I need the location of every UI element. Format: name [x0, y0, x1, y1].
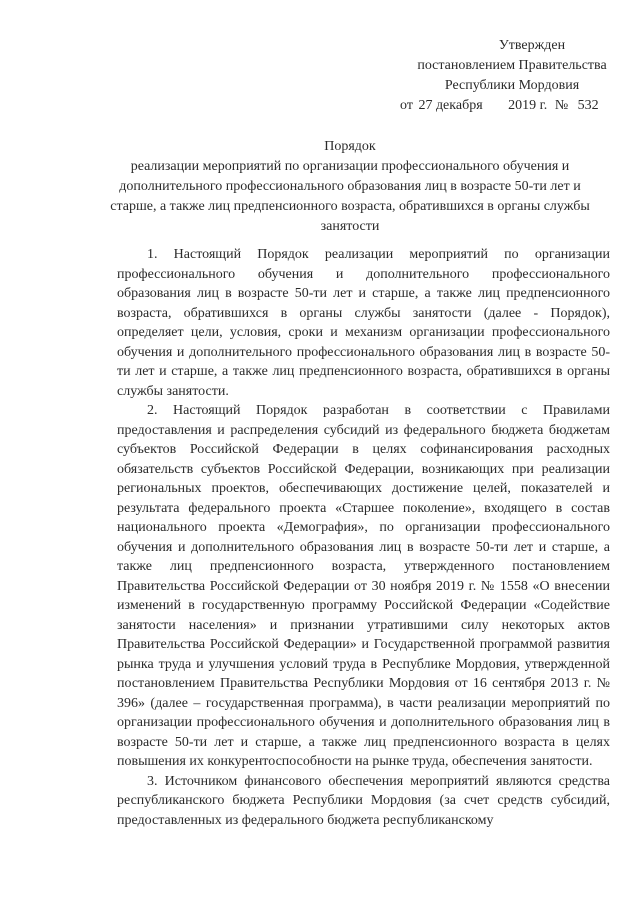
- approval-title: Утвержден: [498, 38, 566, 53]
- approval-date: 27 декабря: [418, 98, 483, 113]
- approval-date-line: [392, 96, 632, 116]
- approval-year: 2019 г.: [508, 98, 548, 113]
- document-heading: Порядок: [324, 139, 376, 154]
- approval-date-prefix: от: [400, 98, 413, 113]
- approval-stamp: [392, 36, 632, 116]
- document-title: [100, 137, 600, 237]
- approval-number-sign: №: [554, 98, 569, 113]
- paragraph-2: 2. Настоящий Порядок разработан в соответствии с Правилами предоставления и распределения субсидий из федерального бюджета бюджетам субъектов Российской Федерации в целях софинансирования расходных обязательств субъектов Российской Федерации, возникающих при реализации региональных проектов, обеспечивающих достижение целей, показателей и результата федерального проекта «Старшее поколение», входящего в состав национального проекта «Демография», по организации профессионального обучения и дополнительного образования лиц в возрасте 50-ти лет и старше, а также лиц предпенсионного возраста, утвержденного постановлением Правительства Российской Федерации от 30 ноября 2019 г. № 1558 «О внесении изменений в государственную программу Российской Федерации «Содействие занятости населения» и признании утратившими силу некоторых актов Правительства Российской Федерации» и Государственной программой развития рынка труда и улучшения условий труда в Республике Мордовия, утвержденной постановлением Правительства Республики Мордовия от 16 сентября 2013 г. № 396» (далее – государственная программа), в части реализации мероприятий по организации профессионального обучения и дополнительного образования лиц в возрасте 50-ти лет и старше, а также лиц предпенсионного возраста в целях повышения их конкурентоспособности на рынке труда, обеспечения занятости.: [117, 403, 610, 769]
- paragraph-1: 1. Настоящий Порядок реализации мероприятий по организации профессионального обучения и дополнительного профессионального образования лиц в возрасте 50-ти лет и старше, а также лиц предпенсионного возраста, обратившихся в органы службы занятости (далее - Порядок), определяет цели, условия, сроки и механизм организации профессионального обучения и дополнительного профессионального образования лиц в возрасте 50-ти лет и старше, а также лиц предпенсионного возраста, обратившихся в органы службы занятости.: [117, 247, 610, 399]
- approval-issuer: постановлением Правительства: [417, 58, 607, 73]
- approval-region: Республики Мордовия: [444, 78, 580, 93]
- document-body: [117, 245, 610, 830]
- paragraph-3: 3. Источником финансового обеспечения мероприятий являются средства республиканского бюджета Республики Мордовия (за счет средств субсидий, предоставленных из федерального бюджета республиканскому: [117, 773, 610, 828]
- document-subtitle: реализации мероприятий по организации профессионального обучения и дополнительного профессионального образования лиц в возрасте 50-ти лет и старше, а также лиц предпенсионного возраста, обратившихся в органы службы занятости: [110, 159, 590, 234]
- approval-number: 532: [577, 98, 599, 113]
